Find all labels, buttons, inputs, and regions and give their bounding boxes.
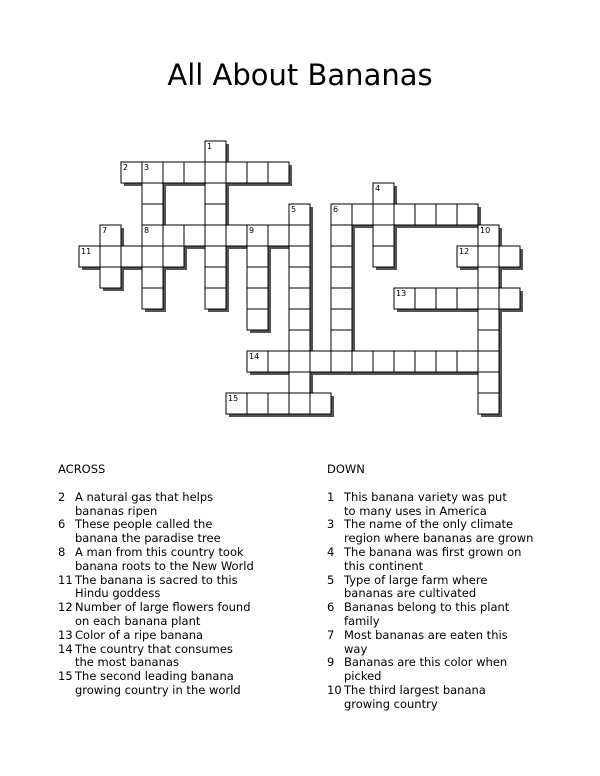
grid-cell[interactable] [226, 162, 247, 183]
grid-cell[interactable] [289, 267, 310, 288]
cell-number: 11 [81, 247, 92, 256]
grid-cell[interactable] [478, 351, 499, 372]
clue-line: bananas ripen [75, 503, 158, 518]
across-clue-14 [58, 643, 298, 671]
down-clue-4 [327, 546, 567, 574]
clue-line: growing country in the world [75, 682, 241, 697]
across-heading: ACROSS [58, 462, 106, 476]
grid-cell[interactable] [205, 225, 226, 246]
clue-text [344, 574, 567, 602]
down-clue-5 [327, 574, 567, 602]
grid-cell[interactable] [499, 288, 520, 309]
clue-number: 8 [58, 544, 66, 559]
clue-text [75, 643, 298, 671]
clue-line: The banana is sacred to this [75, 572, 238, 587]
clue-number: 1 [327, 489, 335, 504]
clue-line: growing country [344, 696, 438, 711]
clue-text [75, 629, 298, 643]
grid-cell[interactable] [436, 204, 457, 225]
clue-line: Color of a ripe banana [75, 627, 204, 642]
grid-cell[interactable] [436, 351, 457, 372]
clue-number: 11 [58, 572, 73, 587]
grid-cell[interactable] [478, 288, 499, 309]
across-clues [58, 463, 298, 698]
grid-cell[interactable] [268, 225, 289, 246]
clue-number: 4 [327, 544, 335, 559]
clue-text [75, 670, 298, 698]
clue-line: Type of large farm where [344, 572, 488, 587]
clue-line: picked [344, 669, 382, 684]
grid-cell[interactable] [100, 246, 121, 267]
down-clue-10 [327, 684, 567, 712]
cell-number: 1 [207, 142, 213, 151]
clue-number: 2 [58, 489, 66, 504]
clue-line: region where bananas are grown [344, 531, 534, 546]
clue-text [75, 601, 298, 629]
grid-cell[interactable] [331, 267, 352, 288]
grid-cell[interactable] [394, 204, 415, 225]
clue-line: family [344, 613, 380, 628]
across-clue-11 [58, 574, 298, 602]
grid-cell[interactable] [331, 288, 352, 309]
grid-cell[interactable] [247, 162, 268, 183]
grid-cell[interactable] [247, 288, 268, 309]
grid-cell[interactable] [163, 246, 184, 267]
clue-text [344, 546, 567, 574]
clue-line: A natural gas that helps [75, 489, 214, 504]
grid-cell[interactable] [142, 288, 163, 309]
clue-text [75, 546, 298, 574]
across-clue-13 [58, 629, 298, 643]
clue-number: 15 [58, 669, 73, 684]
grid-cell[interactable] [478, 393, 499, 414]
grid-cell[interactable] [121, 246, 142, 267]
cell-number: 12 [459, 247, 470, 256]
grid-cell[interactable] [415, 351, 436, 372]
clue-line: Bananas belong to this plant [344, 600, 510, 615]
grid-cell[interactable] [205, 183, 226, 204]
grid-cell[interactable] [205, 162, 226, 183]
down-clue-1 [327, 491, 567, 519]
cell-number: 8 [144, 226, 150, 235]
clue-number: 14 [58, 641, 73, 656]
clue-line: the most bananas [75, 655, 179, 670]
cell-number: 9 [249, 226, 255, 235]
down-clues [327, 463, 567, 712]
down-clue-9 [327, 656, 567, 684]
grid-cell[interactable] [289, 330, 310, 351]
clue-line: to many uses in America [344, 503, 487, 518]
clue-line: The country that consumes [75, 641, 233, 656]
grid-cell[interactable] [373, 351, 394, 372]
cell-number: 3 [144, 163, 150, 172]
clue-number: 10 [327, 682, 342, 697]
clue-text [344, 656, 567, 684]
grid-cell[interactable] [184, 225, 205, 246]
across-clue-15 [58, 670, 298, 698]
grid-cell[interactable] [205, 204, 226, 225]
cell-number: 7 [102, 226, 108, 235]
grid-cell[interactable] [499, 246, 520, 267]
cell-number: 13 [396, 289, 407, 298]
grid-cell[interactable] [226, 225, 247, 246]
grid-cell[interactable] [142, 183, 163, 204]
clue-line: The third largest banana [344, 682, 486, 697]
clue-number: 7 [327, 627, 335, 642]
clue-text [344, 518, 567, 546]
grid-cell[interactable] [289, 393, 310, 414]
cell-number: 14 [249, 352, 260, 361]
clue-text [75, 491, 298, 519]
grid-cell[interactable] [289, 288, 310, 309]
across-clue-6 [58, 518, 298, 546]
clue-line: Bananas are this color when [344, 655, 508, 670]
grid-cell[interactable] [373, 204, 394, 225]
across-clue-12 [58, 601, 298, 629]
across-clue-8 [58, 546, 298, 574]
grid-cell[interactable] [289, 372, 310, 393]
grid-cell[interactable] [415, 288, 436, 309]
grid-cell[interactable] [205, 267, 226, 288]
clue-text [344, 684, 567, 712]
grid-cell[interactable] [289, 246, 310, 267]
grid-cell[interactable] [205, 246, 226, 267]
across-clue-2 [58, 491, 298, 519]
down-clue-6 [327, 601, 567, 629]
grid-cell[interactable] [184, 162, 205, 183]
clue-text [75, 574, 298, 602]
grid-cell[interactable] [142, 246, 163, 267]
grid-cell[interactable] [142, 267, 163, 288]
clue-number: 9 [327, 655, 335, 670]
grid-cell[interactable] [478, 246, 499, 267]
grid-cell[interactable] [310, 351, 331, 372]
grid-cell[interactable] [457, 204, 478, 225]
clue-line: banana the paradise tree [75, 531, 221, 546]
cell-number: 4 [375, 184, 381, 193]
clue-line: on each banana plant [75, 613, 201, 628]
clue-line: The name of the only climate [344, 517, 514, 532]
clue-text [344, 629, 567, 657]
grid-cell[interactable] [331, 330, 352, 351]
grid-cell[interactable] [268, 393, 289, 414]
clue-line: The banana was first grown on [344, 544, 522, 559]
grid-cell[interactable] [142, 204, 163, 225]
cell-number: 5 [291, 205, 297, 214]
clue-line: This banana variety was put [344, 489, 507, 504]
grid-cell[interactable] [331, 246, 352, 267]
grid-cell[interactable] [415, 204, 436, 225]
grid-cell[interactable] [100, 267, 121, 288]
grid-cell[interactable] [394, 351, 415, 372]
grid-cell[interactable] [289, 351, 310, 372]
clue-number: 6 [327, 600, 335, 615]
clue-line: this continent [344, 558, 424, 573]
cell-number: 2 [123, 163, 129, 172]
clue-line: way [344, 641, 368, 656]
grid-cell[interactable] [352, 351, 373, 372]
cell-number: 15 [228, 394, 239, 403]
grid-cell[interactable] [457, 351, 478, 372]
grid-cell[interactable] [331, 309, 352, 330]
clue-line: Most bananas are eaten this [344, 627, 508, 642]
page-title: All About Bananas [167, 58, 433, 92]
cell-number: 6 [333, 205, 339, 214]
grid-cell[interactable] [205, 288, 226, 309]
grid-cell[interactable] [478, 330, 499, 351]
clue-line: Hindu goddess [75, 586, 161, 601]
down-heading: DOWN [327, 462, 365, 476]
grid-cell[interactable] [289, 225, 310, 246]
clue-text [75, 518, 298, 546]
grid-cell[interactable] [436, 288, 457, 309]
clue-text [344, 491, 567, 519]
clue-line: These people called the [75, 517, 213, 532]
grid-cell[interactable] [478, 372, 499, 393]
grid-cell[interactable] [478, 267, 499, 288]
grid-cell[interactable] [268, 351, 289, 372]
grid-cell[interactable] [247, 393, 268, 414]
clue-number: 13 [58, 627, 73, 642]
clue-number: 3 [327, 517, 335, 532]
grid-cell[interactable] [331, 351, 352, 372]
clue-line: Number of large flowers found [75, 600, 251, 615]
clue-line: bananas are cultivated [344, 586, 477, 601]
grid-cell[interactable] [331, 225, 352, 246]
grid-cell[interactable] [352, 204, 373, 225]
clue-line: A man from this country took [75, 544, 244, 559]
clue-text [344, 601, 567, 629]
cell-number: 10 [480, 226, 491, 235]
grid-cell[interactable] [289, 309, 310, 330]
grid-cell[interactable] [163, 162, 184, 183]
grid-cell[interactable] [457, 288, 478, 309]
grid-cell[interactable] [247, 309, 268, 330]
clue-line: banana roots to the New World [75, 558, 254, 573]
grid-cell[interactable] [268, 162, 289, 183]
down-clue-7 [327, 629, 567, 657]
grid-cell[interactable] [478, 309, 499, 330]
clue-number: 6 [58, 517, 66, 532]
clue-line: The second leading banana [75, 669, 234, 684]
grid-cell[interactable] [373, 246, 394, 267]
clue-number: 12 [58, 600, 73, 615]
grid-cell[interactable] [247, 246, 268, 267]
clue-number: 5 [327, 572, 335, 587]
grid-cell[interactable] [310, 393, 331, 414]
grid-cell[interactable] [163, 225, 184, 246]
grid-cell[interactable] [247, 267, 268, 288]
grid-cell[interactable] [373, 225, 394, 246]
down-clue-3 [327, 518, 567, 546]
